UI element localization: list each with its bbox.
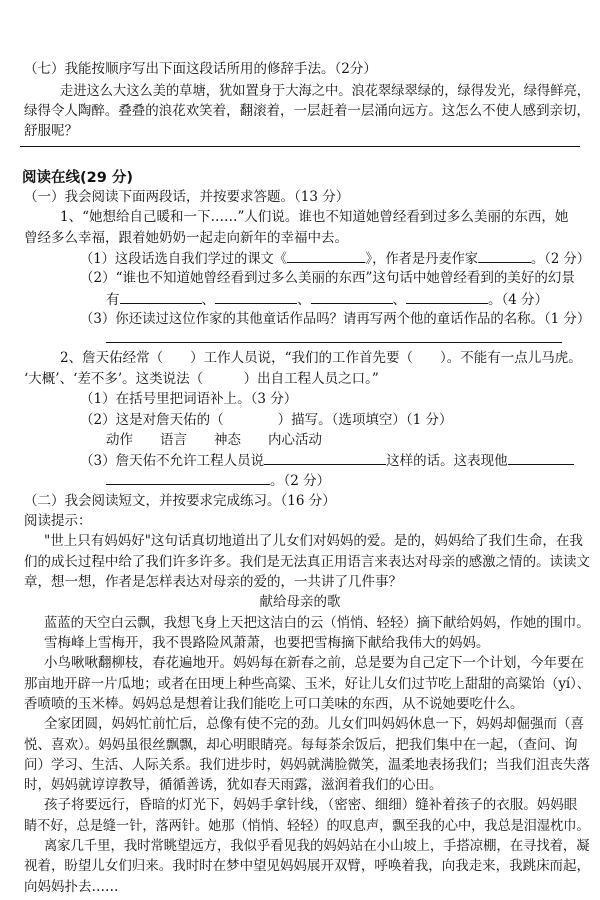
question-1-2-blanks bbox=[106, 289, 548, 310]
passage1-line: 1、“她想给自己暖和一下……”人们说。谁也不知道她曾经看到过多么美丽的东西，她 bbox=[60, 209, 569, 226]
q7-passage-line: 舒服呢？ bbox=[24, 123, 78, 140]
article-line: 那亩地开辟一片瓜地；或者在田埂上种些高粱、玉米，好让儿女们过节吃上甜甜的高粱饴（yí）、 bbox=[24, 675, 591, 692]
article-line: 小鸟啾啾翻柳枝，春花遍地开。妈妈每在新春之前，总是要为自己定下一个计划，今年要在 bbox=[44, 655, 584, 672]
answer-blank[interactable] bbox=[215, 289, 297, 304]
passage2-line: ‘大概’、‘差不多’。这类说法（ ）出自工程人员之口。” bbox=[24, 370, 379, 387]
article-line: 全家团圆，妈妈忙前忙后，总像有使不完的劲。儿女们叫妈妈休息一下，妈妈却倔强而（喜 bbox=[44, 716, 584, 733]
article-line: 孩子将要远行，昏暗的灯光下，妈妈手拿针线，（密密、细细）缝补着孩子的衣服。妈妈眼 bbox=[44, 797, 578, 814]
article-line: 蓝蓝的天空白云飘，我想飞身上天把这洁白的云（悄悄、轻轻）摘下献给妈妈，作她的围巾。 bbox=[44, 614, 590, 631]
q7-passage-line: 绿得令人陶醉。叠叠的浪花欢笑着，翻滚着，一层赶着一层涌向远方。这怎么不使人感到亲切， bbox=[24, 102, 590, 119]
article-line: 时，妈妈就谆谆教导，循循善诱，犹如春天雨露，滋润着我们的心田。 bbox=[24, 777, 443, 794]
article-line: 视着，盼望儿女们归来。我时时在梦中望见妈妈展开双臂，呼唤着我，向我走来，我跳床而起， bbox=[24, 858, 590, 875]
question-text: 。（4 分） bbox=[488, 291, 549, 308]
question-1-2: （2）“谁也不知道她曾经看到过多么美丽的东西”这句话中她曾经看到的美好的幻景 bbox=[80, 270, 575, 287]
reading-tip-line: "世上只有妈妈好"这句话真切地道出了儿女们对妈妈的爱。是的，妈妈给了我们生命，在我 bbox=[44, 533, 583, 550]
question-text: 这样的话。这表现他 bbox=[386, 453, 508, 470]
article-title: 献给母亲的歌 bbox=[259, 594, 341, 611]
reading-tip-line: 章，想一想，作者是怎样表达对母亲的爱的，一共讲了几件事？ bbox=[24, 574, 402, 590]
answer-blank[interactable] bbox=[478, 248, 531, 263]
article-line: 睛不好，总是缝一针，落两针。她那（悄悄、轻轻）的叹息声，飘至我的心中，我总是泪湿枕巾。 bbox=[24, 817, 590, 834]
question-text: （1）这段话选自我们学过的课文《 bbox=[80, 251, 288, 267]
answer-blank[interactable] bbox=[264, 450, 386, 465]
reading-tip-line: 们的成长过程中给了我们许多许多。我们是无法真正用语言来表达对母亲的感激之情的。读读文 bbox=[24, 553, 590, 570]
question-text: （3）詹天佑不允许工程人员说 bbox=[80, 453, 265, 470]
answer-blank[interactable] bbox=[508, 450, 574, 465]
article-line: 悦、喜欢）。妈妈虽很丝飘飘，却心明眼睛亮。每每茶余饭后，把我们集中在一起，（查问、询 bbox=[24, 736, 578, 753]
q7-prompt: （七）我能按顺序写出下面这段话所用的修辞手法。（2分） bbox=[24, 61, 377, 78]
reading-tip-label: 阅读提示： bbox=[24, 513, 92, 529]
answer-blank[interactable] bbox=[406, 289, 488, 304]
article-line: 离家几千里，我时常眺望远方，我似乎看见我的妈妈站在小山坡上，手搭凉棚，在寻找着，凝 bbox=[44, 838, 590, 854]
answer-blank[interactable] bbox=[106, 470, 270, 485]
article-line: 问）学习、生活、人际关系。我们进步时，妈妈就满脸微笑，温柔地表扬我们；当我们沮丧失落 bbox=[24, 756, 590, 773]
article-line: 雪梅峰上雪梅开，我不畏路险风萧萧，也要把雪梅摘下献给我伟大的妈妈。 bbox=[44, 634, 490, 651]
option-list: 动作 语言 神态 内心活动 bbox=[106, 431, 322, 448]
question-2-3-cont bbox=[106, 470, 330, 491]
separator: 、 bbox=[297, 291, 311, 308]
article-line: 向妈妈扑去…… bbox=[24, 878, 119, 895]
question-1-1 bbox=[80, 248, 590, 269]
separator: 、 bbox=[201, 291, 215, 308]
passage1-line: 曾经多么幸福，跟着她奶奶一起走向新年的幸福中去。 bbox=[24, 229, 348, 246]
question-2-1: （1）在括号里把词语补上。（3 分） bbox=[80, 391, 298, 408]
question-1-3: （3）你还读过这位作家的其他童话作品吗？请再写两个他的童话作品的名称。（1 分） bbox=[80, 310, 591, 327]
part1-intro: （一）我会阅读下面两段话，并按要求答题。（13 分） bbox=[24, 189, 350, 205]
part2-intro: （二）我会阅读短文，并按要求完成练习。（16 分） bbox=[24, 492, 336, 509]
article-line: 香喷喷的玉米棒。妈妈总是想着让我们能吃上可口美味的东西，从不说她要吃什么。 bbox=[24, 695, 524, 712]
passage2-line: 2、詹天佑经常（ ）工作人员说，“我们的工作首先要（ ）。不能有一点儿马虎。 bbox=[60, 349, 582, 366]
question-2-2: （2）这是对詹天佑的（ ）描写。（选项填空）（1 分） bbox=[80, 411, 453, 428]
section-divider bbox=[20, 146, 580, 147]
q7-passage-line: 走进这么大这么美的草塘，犹如置身于大海之中。浪花翠绿翠绿的，绿得发光，绿得鲜亮， bbox=[60, 82, 591, 99]
question-text: 》，作者是丹麦作家 bbox=[365, 251, 479, 267]
section-title: 阅读在线(29 分) bbox=[22, 169, 133, 186]
answer-blank[interactable] bbox=[120, 289, 202, 304]
answer-blank[interactable] bbox=[287, 248, 365, 263]
separator: 、 bbox=[392, 291, 406, 308]
question-text: 。（2 分） bbox=[531, 251, 591, 267]
question-text: 。（2 分） bbox=[270, 473, 331, 490]
answer-blank[interactable] bbox=[311, 289, 393, 304]
answer-line[interactable] bbox=[106, 342, 562, 343]
question-text: 有 bbox=[106, 291, 120, 308]
question-2-3 bbox=[80, 450, 574, 471]
